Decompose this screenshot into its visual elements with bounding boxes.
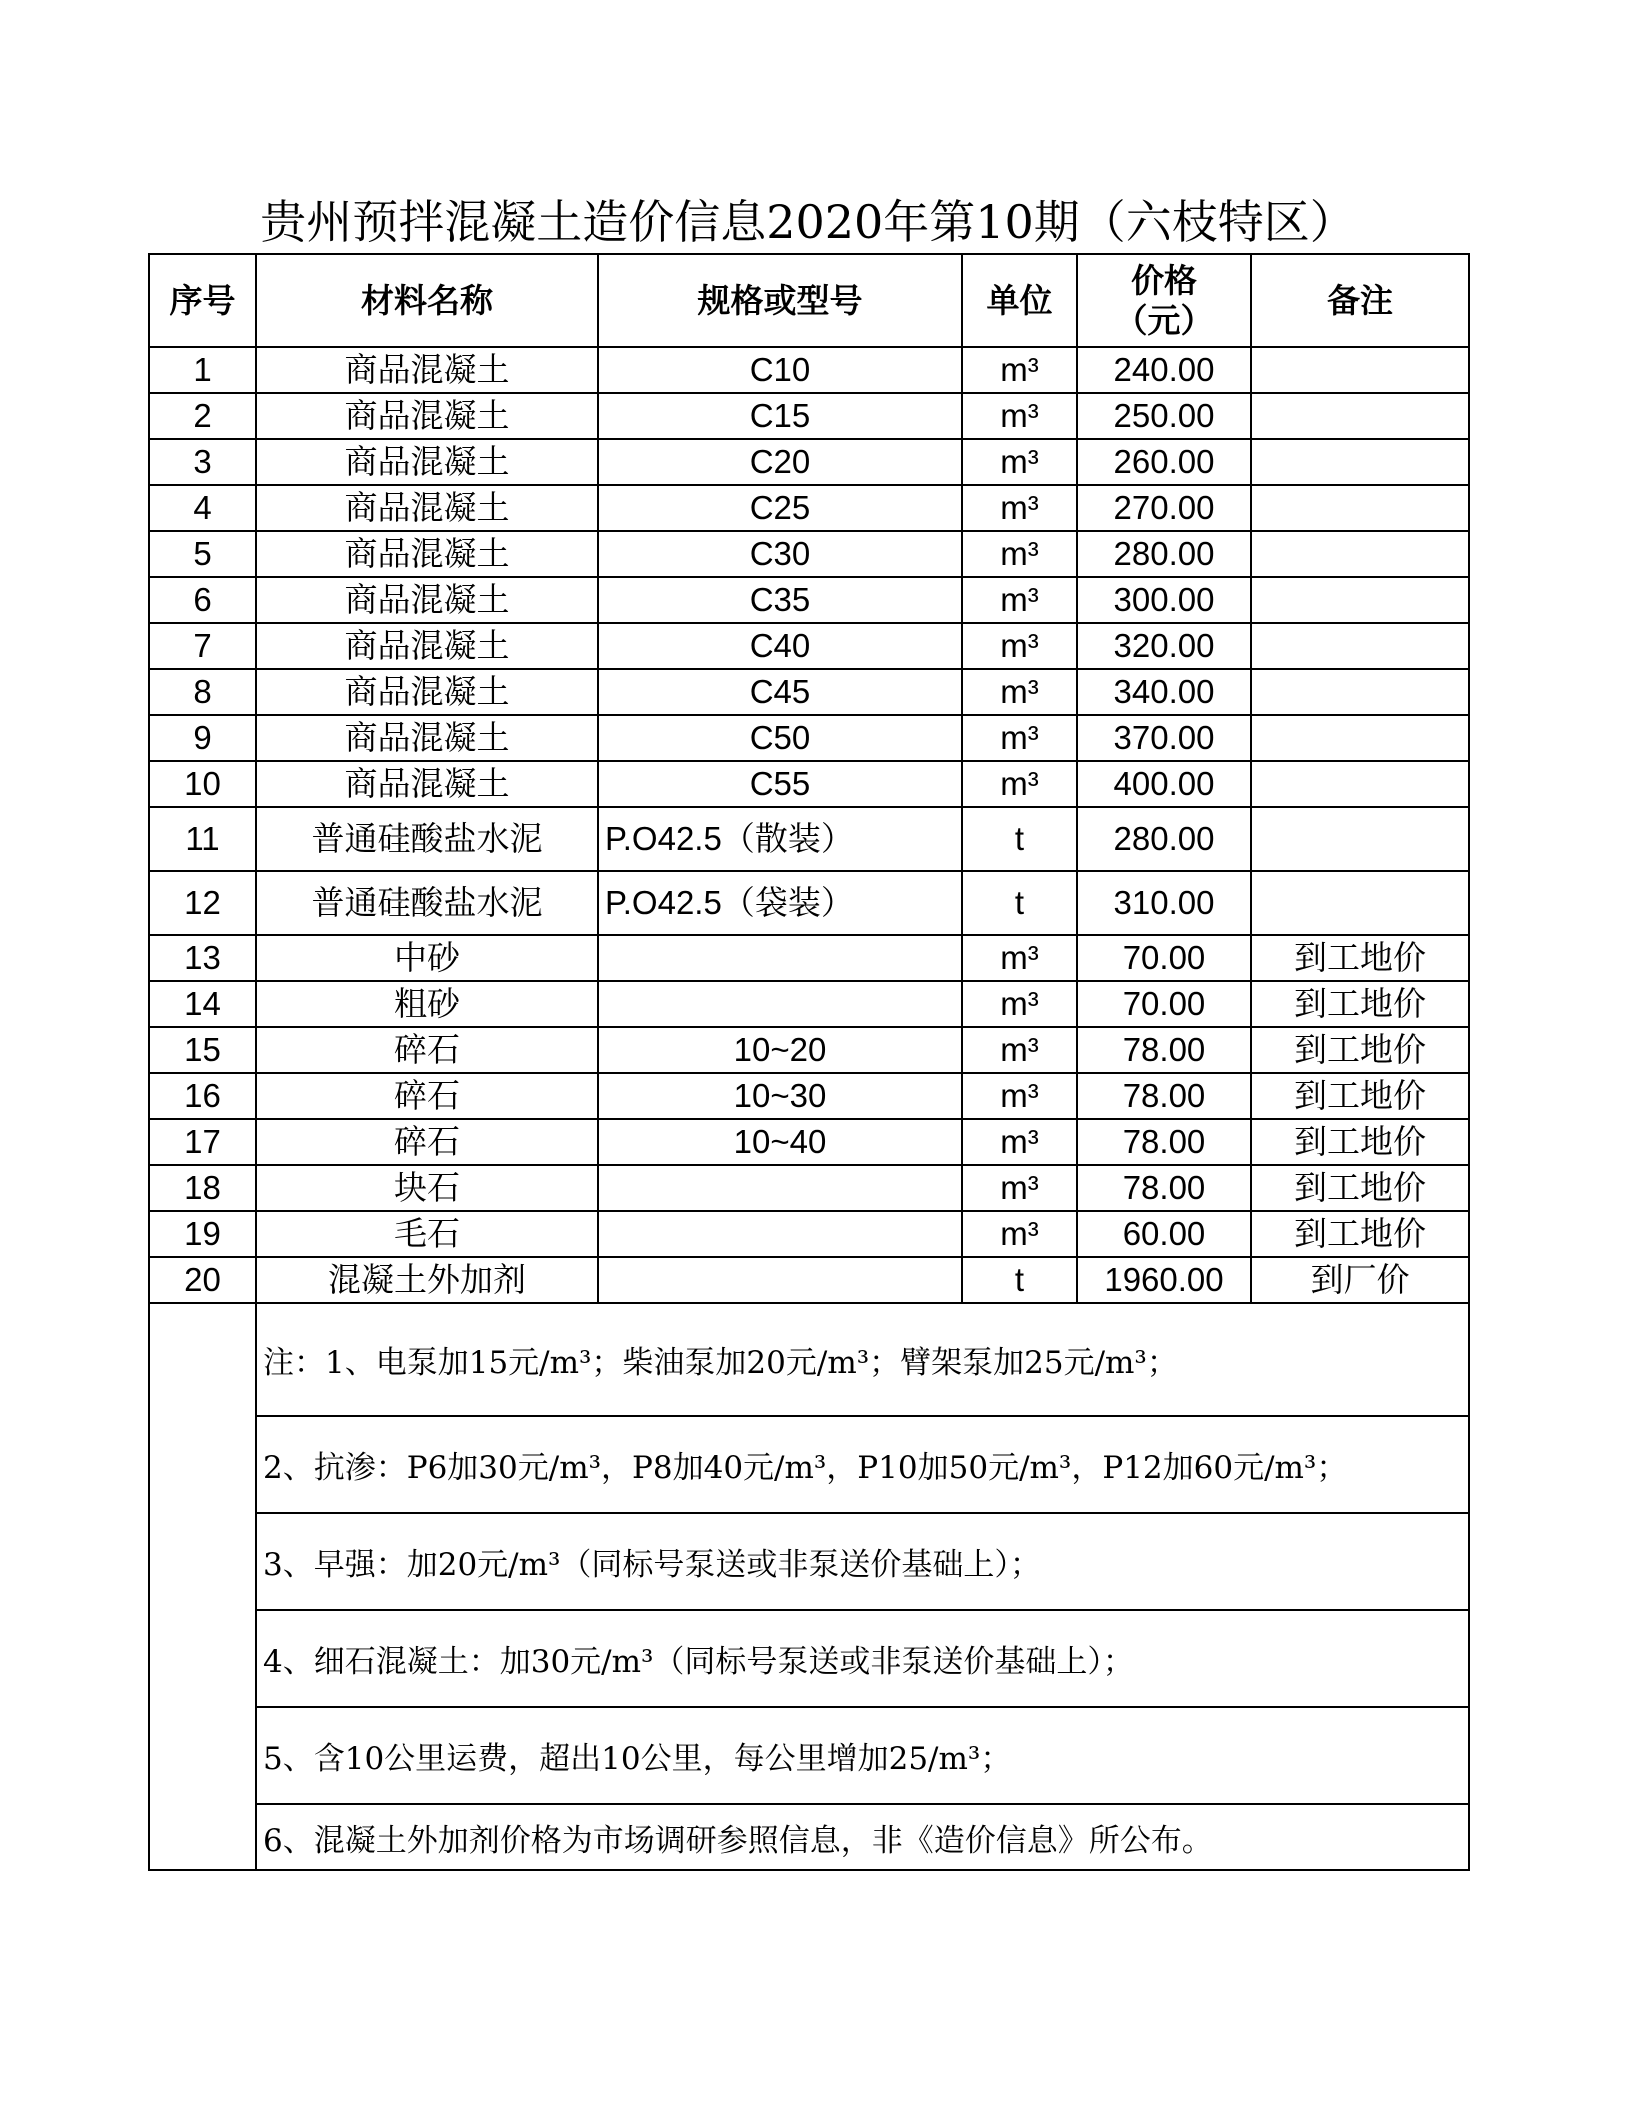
cell-material-name: 商品混凝土 xyxy=(256,761,598,807)
price-table xyxy=(148,253,1470,1871)
cell-material-name: 中砂 xyxy=(256,935,598,981)
note-index-blank-cell xyxy=(149,1303,256,1870)
cell-price: 340.00 xyxy=(1077,669,1251,715)
cell-unit: m³ xyxy=(962,981,1077,1027)
cell-spec: P.O42.5（散装） xyxy=(598,807,962,871)
cell-material-name: 商品混凝土 xyxy=(256,393,598,439)
cell-material-name: 块石 xyxy=(256,1165,598,1211)
table-row xyxy=(149,807,1469,871)
cell-material-name: 商品混凝土 xyxy=(256,577,598,623)
note-text: 2、抗渗：P6加30元/m³，P8加40元/m³，P10加50元/m³，P12加60元/m³； xyxy=(256,1416,1469,1513)
cell-price: 1960.00 xyxy=(1077,1257,1251,1303)
cell-remark xyxy=(1251,623,1469,669)
cell-remark xyxy=(1251,761,1469,807)
cell-remark xyxy=(1251,485,1469,531)
cell-index: 7 xyxy=(149,623,256,669)
cell-index: 14 xyxy=(149,981,256,1027)
cell-unit: m³ xyxy=(962,935,1077,981)
note-text: 3、早强：加20元/m³（同标号泵送或非泵送价基础上）； xyxy=(256,1513,1469,1610)
header-index: 序号 xyxy=(149,254,256,347)
cell-unit: m³ xyxy=(962,669,1077,715)
table-row xyxy=(149,981,1469,1027)
cell-index: 3 xyxy=(149,439,256,485)
cell-spec: P.O42.5（袋装） xyxy=(598,871,962,935)
cell-remark: 到工地价 xyxy=(1251,981,1469,1027)
cell-price: 270.00 xyxy=(1077,485,1251,531)
note-text: 6、混凝土外加剂价格为市场调研参照信息，非《造价信息》所公布。 xyxy=(256,1804,1469,1870)
cell-price: 310.00 xyxy=(1077,871,1251,935)
cell-material-name: 商品混凝土 xyxy=(256,439,598,485)
cell-remark: 到工地价 xyxy=(1251,1119,1469,1165)
cell-price: 280.00 xyxy=(1077,807,1251,871)
cell-spec xyxy=(598,1257,962,1303)
cell-spec: C30 xyxy=(598,531,962,577)
cell-index: 8 xyxy=(149,669,256,715)
note-text: 4、细石混凝土：加30元/m³（同标号泵送或非泵送价基础上）； xyxy=(256,1610,1469,1707)
cell-price: 300.00 xyxy=(1077,577,1251,623)
table-row xyxy=(149,1211,1469,1257)
table-row xyxy=(149,935,1469,981)
table-row xyxy=(149,1165,1469,1211)
cell-remark xyxy=(1251,871,1469,935)
cell-spec xyxy=(598,935,962,981)
cell-unit: m³ xyxy=(962,1073,1077,1119)
note-row xyxy=(149,1707,1469,1804)
cell-price: 240.00 xyxy=(1077,347,1251,393)
cell-unit: m³ xyxy=(962,1027,1077,1073)
cell-unit: t xyxy=(962,1257,1077,1303)
cell-index: 19 xyxy=(149,1211,256,1257)
cell-index: 4 xyxy=(149,485,256,531)
cell-unit: m³ xyxy=(962,623,1077,669)
header-price-label: 价格 xyxy=(1131,260,1197,300)
cell-material-name: 商品混凝土 xyxy=(256,485,598,531)
cell-index: 10 xyxy=(149,761,256,807)
note-row xyxy=(149,1303,1469,1416)
cell-material-name: 商品混凝土 xyxy=(256,715,598,761)
note-text: 5、含10公里运费，超出10公里，每公里增加25/m³； xyxy=(256,1707,1469,1804)
cell-material-name: 商品混凝土 xyxy=(256,531,598,577)
table-row xyxy=(149,393,1469,439)
cell-material-name: 商品混凝土 xyxy=(256,347,598,393)
cell-material-name: 碎石 xyxy=(256,1027,598,1073)
cell-spec: C45 xyxy=(598,669,962,715)
table-row xyxy=(149,623,1469,669)
cell-spec: C15 xyxy=(598,393,962,439)
table-row xyxy=(149,715,1469,761)
cell-material-name: 碎石 xyxy=(256,1119,598,1165)
cell-price: 280.00 xyxy=(1077,531,1251,577)
cell-remark xyxy=(1251,393,1469,439)
cell-remark xyxy=(1251,439,1469,485)
cell-spec: C55 xyxy=(598,761,962,807)
cell-unit: m³ xyxy=(962,531,1077,577)
cell-spec: C35 xyxy=(598,577,962,623)
note-text: 注：1、电泵加15元/m³；柴油泵加20元/m³；臂架泵加25元/m³； xyxy=(256,1303,1469,1416)
table-row xyxy=(149,485,1469,531)
header-price xyxy=(1077,254,1251,347)
cell-spec xyxy=(598,981,962,1027)
cell-index: 17 xyxy=(149,1119,256,1165)
cell-unit: m³ xyxy=(962,761,1077,807)
table-row xyxy=(149,1257,1469,1303)
header-remark: 备注 xyxy=(1251,254,1469,347)
cell-spec: C20 xyxy=(598,439,962,485)
header-name: 材料名称 xyxy=(256,254,598,347)
cell-remark xyxy=(1251,669,1469,715)
cell-material-name: 粗砂 xyxy=(256,981,598,1027)
table-row xyxy=(149,347,1469,393)
cell-unit: m³ xyxy=(962,439,1077,485)
cell-index: 20 xyxy=(149,1257,256,1303)
cell-index: 1 xyxy=(149,347,256,393)
cell-remark: 到工地价 xyxy=(1251,935,1469,981)
cell-price: 320.00 xyxy=(1077,623,1251,669)
cell-price: 70.00 xyxy=(1077,981,1251,1027)
cell-material-name: 混凝土外加剂 xyxy=(256,1257,598,1303)
table-row xyxy=(149,577,1469,623)
table-row xyxy=(149,669,1469,715)
table-body xyxy=(149,347,1469,1303)
cell-spec: C50 xyxy=(598,715,962,761)
cell-index: 6 xyxy=(149,577,256,623)
cell-price: 400.00 xyxy=(1077,761,1251,807)
cell-index: 12 xyxy=(149,871,256,935)
table-row xyxy=(149,871,1469,935)
cell-remark: 到工地价 xyxy=(1251,1211,1469,1257)
table-row xyxy=(149,1119,1469,1165)
cell-spec: C10 xyxy=(598,347,962,393)
cell-unit: m³ xyxy=(962,1211,1077,1257)
cell-index: 15 xyxy=(149,1027,256,1073)
table-header-row xyxy=(149,254,1469,347)
header-price-unit: （元） xyxy=(1114,300,1214,340)
cell-unit: m³ xyxy=(962,715,1077,761)
cell-price: 370.00 xyxy=(1077,715,1251,761)
cell-spec xyxy=(598,1165,962,1211)
notes-section xyxy=(149,1303,1469,1870)
cell-unit: m³ xyxy=(962,577,1077,623)
cell-remark: 到工地价 xyxy=(1251,1165,1469,1211)
cell-spec: 10~40 xyxy=(598,1119,962,1165)
table-row xyxy=(149,1027,1469,1073)
cell-index: 13 xyxy=(149,935,256,981)
cell-unit: m³ xyxy=(962,393,1077,439)
cell-material-name: 毛石 xyxy=(256,1211,598,1257)
cell-material-name: 普通硅酸盐水泥 xyxy=(256,871,598,935)
cell-remark xyxy=(1251,807,1469,871)
cell-spec: C40 xyxy=(598,623,962,669)
table-row xyxy=(149,761,1469,807)
cell-remark xyxy=(1251,577,1469,623)
cell-remark: 到工地价 xyxy=(1251,1073,1469,1119)
cell-remark xyxy=(1251,715,1469,761)
cell-price: 78.00 xyxy=(1077,1073,1251,1119)
cell-unit: t xyxy=(962,871,1077,935)
cell-price: 60.00 xyxy=(1077,1211,1251,1257)
cell-spec: 10~30 xyxy=(598,1073,962,1119)
cell-material-name: 碎石 xyxy=(256,1073,598,1119)
cell-price: 78.00 xyxy=(1077,1165,1251,1211)
cell-unit: m³ xyxy=(962,485,1077,531)
cell-index: 16 xyxy=(149,1073,256,1119)
cell-material-name: 商品混凝土 xyxy=(256,623,598,669)
cell-index: 5 xyxy=(149,531,256,577)
table-row xyxy=(149,1073,1469,1119)
cell-remark xyxy=(1251,531,1469,577)
cell-price: 250.00 xyxy=(1077,393,1251,439)
cell-remark xyxy=(1251,347,1469,393)
cell-material-name: 普通硅酸盐水泥 xyxy=(256,807,598,871)
cell-unit: m³ xyxy=(962,1165,1077,1211)
note-row xyxy=(149,1804,1469,1870)
cell-index: 11 xyxy=(149,807,256,871)
cell-spec: C25 xyxy=(598,485,962,531)
cell-price: 78.00 xyxy=(1077,1119,1251,1165)
table-row xyxy=(149,531,1469,577)
table-row xyxy=(149,439,1469,485)
cell-unit: t xyxy=(962,807,1077,871)
cell-index: 9 xyxy=(149,715,256,761)
page-title: 贵州预拌混凝土造价信息2020年第10期（六枝特区） xyxy=(260,195,1356,249)
cell-price: 70.00 xyxy=(1077,935,1251,981)
cell-remark: 到工地价 xyxy=(1251,1027,1469,1073)
note-row xyxy=(149,1416,1469,1513)
cell-index: 2 xyxy=(149,393,256,439)
cell-price: 260.00 xyxy=(1077,439,1251,485)
cell-spec xyxy=(598,1211,962,1257)
note-row xyxy=(149,1513,1469,1610)
cell-material-name: 商品混凝土 xyxy=(256,669,598,715)
note-row xyxy=(149,1610,1469,1707)
cell-price: 78.00 xyxy=(1077,1027,1251,1073)
cell-remark: 到厂价 xyxy=(1251,1257,1469,1303)
cell-index: 18 xyxy=(149,1165,256,1211)
cell-spec: 10~20 xyxy=(598,1027,962,1073)
cell-unit: m³ xyxy=(962,1119,1077,1165)
header-unit: 单位 xyxy=(962,254,1077,347)
header-spec: 规格或型号 xyxy=(598,254,962,347)
cell-unit: m³ xyxy=(962,347,1077,393)
